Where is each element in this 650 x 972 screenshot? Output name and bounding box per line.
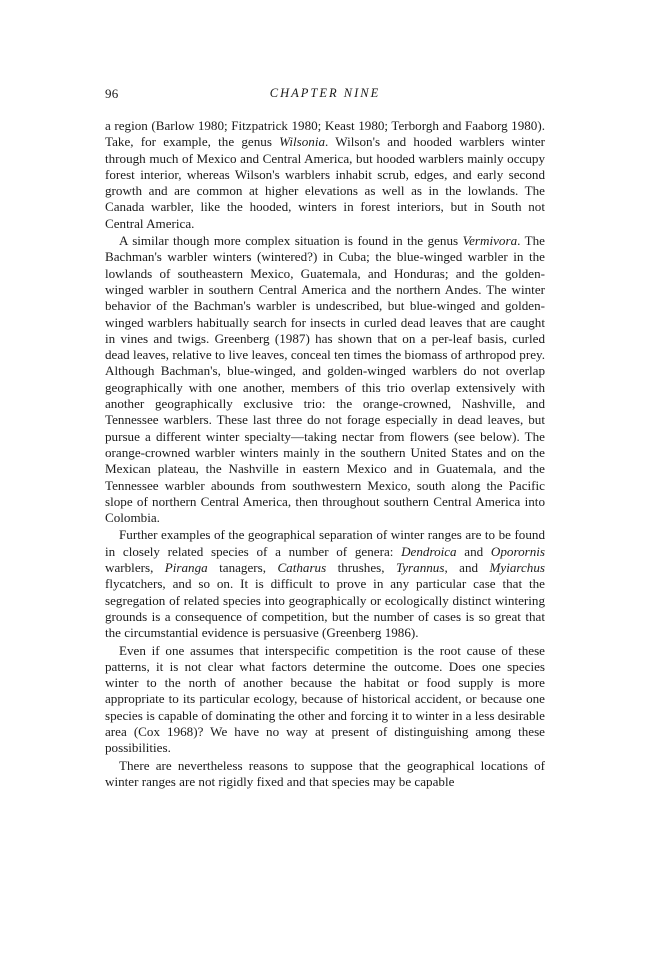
genus-name: Oporornis — [490, 543, 545, 559]
genus-name: Myiarchus — [489, 560, 545, 576]
text-span: flycatchers, and so on. It is difficult to prove in any particular case that the segregation of related species into geographically or ecologically distinct wintering grounds is a consequence of competition, but the number of cases is so great that the circumstantial evidence is persuasive (Greenberg 1986). — [105, 576, 545, 641]
paragraph — [105, 233, 545, 526]
text-span: . Wilson's and hooded warblers winter through much of Mexico and Central America, but hooded warblers mainly occupy forest interior, whereas Wilson's warblers inhabit scrub, edges, and early second growth and are common at higher elevations as well as in the lowlands. The Canada warbler, like the hooded, winters in forest interiors, but in South not Central America. — [105, 134, 545, 231]
running-head: CHAPTER NINE — [269, 86, 381, 100]
text-span: Further examples of the geographical separation of winter ranges are to be found in closely related species of a number of genera: — [105, 527, 545, 559]
paragraph — [105, 527, 545, 641]
paragraph — [105, 643, 545, 757]
paragraph — [105, 758, 545, 791]
text-span: , and — [444, 560, 490, 576]
genus-name: Vermivora — [462, 233, 518, 249]
genus-name: Wilsonia — [279, 134, 326, 150]
text-span: Even if one assumes that interspecific competition is the root cause of these patterns, it is not clear what factors determine the outcome. Does one species winter to the north of another because the habitat or food supply is more appropriate to its particular ecology, because of historical accident, or because one species is capable of dominating the other and forcing it to winter in a less desirable area (Cox 1968)? We have no way at present of distinguishing among these possibilities. — [105, 642, 545, 756]
page-number: 96 — [105, 86, 119, 101]
text-span: There are nevertheless reasons to suppose that the geographical locations of winter ranges are not rigidly fixed and that species may be capable — [105, 757, 545, 789]
genus-name: Catharus — [277, 560, 327, 576]
text-span: warblers, — [105, 560, 165, 576]
genus-name: Tyrannus — [395, 560, 445, 576]
page-header — [105, 86, 545, 106]
genus-name: Dendroica — [401, 543, 457, 559]
text-span: . The Bachman's warbler winters (wintered?) in Cuba; the blue-winged warbler in the lowlands of southeastern Mexico, Guatemala, and Honduras; and the golden-winged warbler in southern Central America and the northern Andes. The winter behavior of the Bachman's warbler is undescribed, but blue-winged and golden-winged warblers habitually search for insects in curled dead leaves that are caught in vines and twigs. Greenberg (1987) has shown that on a per-leaf basis, curled dead leaves, relative to live leaves, conceal ten times the biomass of arthropod prey. Although Bachman's, blue-winged, and golden-winged warblers do not overlap geographically with one another, members of this trio overlap extensively with another geographically exclusive trio: the orange-crowned, Nashville, and Tennessee warblers. These last three do not forage especially in dead leaves, but pursue a different winter specialty—taking nectar from flowers (see below). The orange-crowned warbler winters mainly in the southern United States and on the Mexican plateau, the Nashville in eastern Mexico and in Guatemala, and the Tennessee warbler abounds from southwestern Mexico, south along the Pacific slope of northern Central America, then throughout southern Central America into Colombia. — [105, 233, 545, 526]
text-span: tanagers, — [207, 560, 278, 576]
text-span: A similar though more complex situation is found in the genus — [119, 233, 463, 249]
text-span: thrushes, — [326, 560, 396, 576]
text-span: and — [456, 543, 491, 559]
text-span: a region (Barlow 1980; Fitzpatrick 1980; Keast 1980; Terborgh and Faaborg 1980). Take, for example, the genus — [105, 118, 545, 150]
paragraph — [105, 118, 545, 232]
body-text — [105, 118, 545, 791]
genus-name: Piranga — [164, 560, 208, 576]
